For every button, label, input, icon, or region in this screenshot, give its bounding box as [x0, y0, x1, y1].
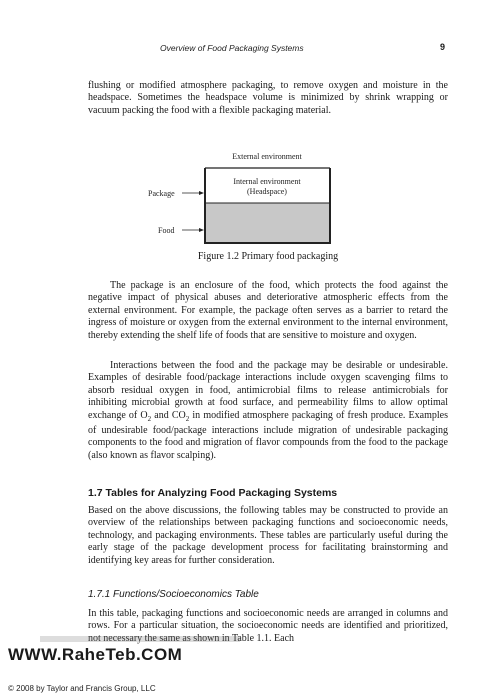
site-watermark: WWW.RaheTeb.COM	[8, 645, 183, 664]
headspace-label: (Headspace)	[247, 187, 287, 196]
co2-subscript: 2	[185, 414, 190, 423]
o2-subscript: 2	[147, 414, 152, 423]
paragraph-4: Based on the above discussions, the following tables may be constructed to provide an overview of the relationships between packaging functions and socioeconomic needs, technology, and packaging environments. These tables are particularly useful during the early stage of the package development process for facilitating brainstorming and identifying key areas for further consideration.	[88, 505, 448, 566]
paragraph-2: The package is an enclosure of the food, which protects the food against the negative impact of physical abuses and deteriorative atmospheric effects from the external environment. For example, the package often serves as a barrier to retard the ingress of moisture or oxygen from the external environment to the internal environment, thereby extending the shelf life of foods that are sensitive to moisture and oxygen.	[88, 280, 448, 341]
food-region	[205, 203, 330, 243]
paragraph-3-part-c: in modified atmosphere packaging of fresh produce. Examples of undesirable food/package interactions include migration of undesirable packaging components to the food and migration of flavor compounds from the food to the package (also known as flavor scalping).	[88, 409, 448, 461]
subsection-heading-1-7-1: 1.7.1 Functions/Socioeconomics Table	[88, 589, 259, 600]
food-label: Food	[158, 226, 175, 235]
package-arrowhead	[199, 191, 204, 195]
paragraph-3-part-a: Interactions between the food and the package may be desirable or undesirable. Examples of desirable food/package interactions include oxygen scavenging films to absorb residual oxygen in food, antimicrobial films to release antimicrobials for inhibiting microbial growth at food surface, and permeability films to allow optimal exchange of O	[88, 360, 448, 421]
external-environment-label: External environment	[232, 152, 302, 161]
copyright-notice: © 2008 by Taylor and Francis Group, LLC	[8, 684, 156, 693]
paragraph-3	[88, 360, 448, 462]
figure-caption: Figure 1.2 Primary food packaging	[197, 251, 339, 262]
figure-primary-packaging	[140, 148, 390, 258]
food-arrowhead	[199, 228, 204, 232]
package-label: Package	[148, 189, 175, 198]
paragraph-1: flushing or modified atmosphere packaging, to remove oxygen and moisture in the headspace. Sometimes the headspace volume is minimized by shrink wrapping or vacuum packing the food with a flexible packaging material.	[88, 80, 448, 116]
internal-environment-label: Internal environment	[233, 177, 301, 186]
running-title: Overview of Food Packaging Systems	[160, 43, 304, 53]
watermark-banner	[40, 636, 240, 642]
section-heading-1-7: 1.7 Tables for Analyzing Food Packaging Systems	[88, 487, 338, 499]
paragraph-5: In this table, packaging functions and socioeconomic needs are arranged in columns and rows. For a particular situation, the socioeconomic needs are identified and prioritized, not necessary the same as shown in Table 1.1. Each	[88, 608, 448, 644]
paragraph-3-part-b: and CO	[151, 409, 186, 421]
packaging-diagram	[140, 148, 390, 258]
page-number: 9	[439, 42, 445, 52]
